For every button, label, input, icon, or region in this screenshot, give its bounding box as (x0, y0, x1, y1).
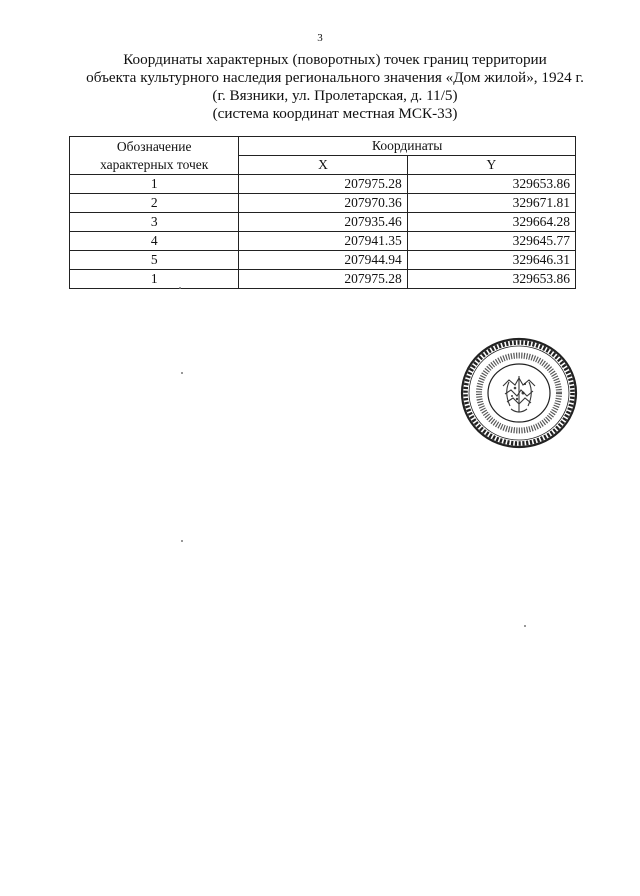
table-row (70, 175, 576, 194)
cell-x: 207944.94 (239, 251, 407, 270)
cell-x: 207935.46 (239, 213, 407, 232)
table-header-row (70, 137, 576, 156)
table-row (70, 270, 576, 289)
title-line-1: Координаты характерных (поворотных) точек границ территории (123, 51, 547, 68)
cell-x: 207975.28 (239, 175, 407, 194)
cell-point: 1 (70, 270, 239, 289)
header-point-line-1: Обозначение (116, 138, 192, 154)
header-y: Y (407, 156, 575, 175)
header-point-designation (70, 137, 239, 175)
cell-x: 207941.35 (239, 232, 407, 251)
table-row (70, 251, 576, 270)
cell-point: 1 (70, 175, 239, 194)
cell-point: 4 (70, 232, 239, 251)
cell-y: 329664.28 (407, 213, 575, 232)
cell-y: 329671.81 (407, 194, 575, 213)
header-coordinates: Координаты (239, 137, 576, 156)
table-row (70, 213, 576, 232)
title-line-3: (г. Вязники, ул. Пролетарская, д. 11/5) (212, 87, 458, 104)
header-point-line-2: характерных точек (100, 156, 209, 172)
header-x: X (239, 156, 407, 175)
page-number: 3 (317, 32, 323, 44)
cell-y: 329653.86 (407, 175, 575, 194)
cell-x: 207970.36 (239, 194, 407, 213)
scan-speck (181, 540, 183, 542)
cell-point: 5 (70, 251, 239, 270)
title-line-2: объекта культурного наследия регионального значения «Дом жилой», 1924 г. (86, 69, 584, 86)
cell-x: 207975.28 (239, 270, 407, 289)
table-row (70, 194, 576, 213)
scan-speck (179, 287, 181, 289)
coordinates-table (69, 136, 576, 289)
cell-y: 329645.77 (407, 232, 575, 251)
table-row (70, 232, 576, 251)
official-seal-stamp (459, 336, 579, 450)
cell-y: 329646.31 (407, 251, 575, 270)
cell-y: 329653.86 (407, 270, 575, 289)
cell-point: 3 (70, 213, 239, 232)
document-title (40, 51, 630, 123)
scan-speck (181, 372, 183, 374)
title-line-4: (система координат местная МСК-33) (212, 105, 458, 122)
cell-point: 2 (70, 194, 239, 213)
scan-speck (524, 625, 526, 627)
